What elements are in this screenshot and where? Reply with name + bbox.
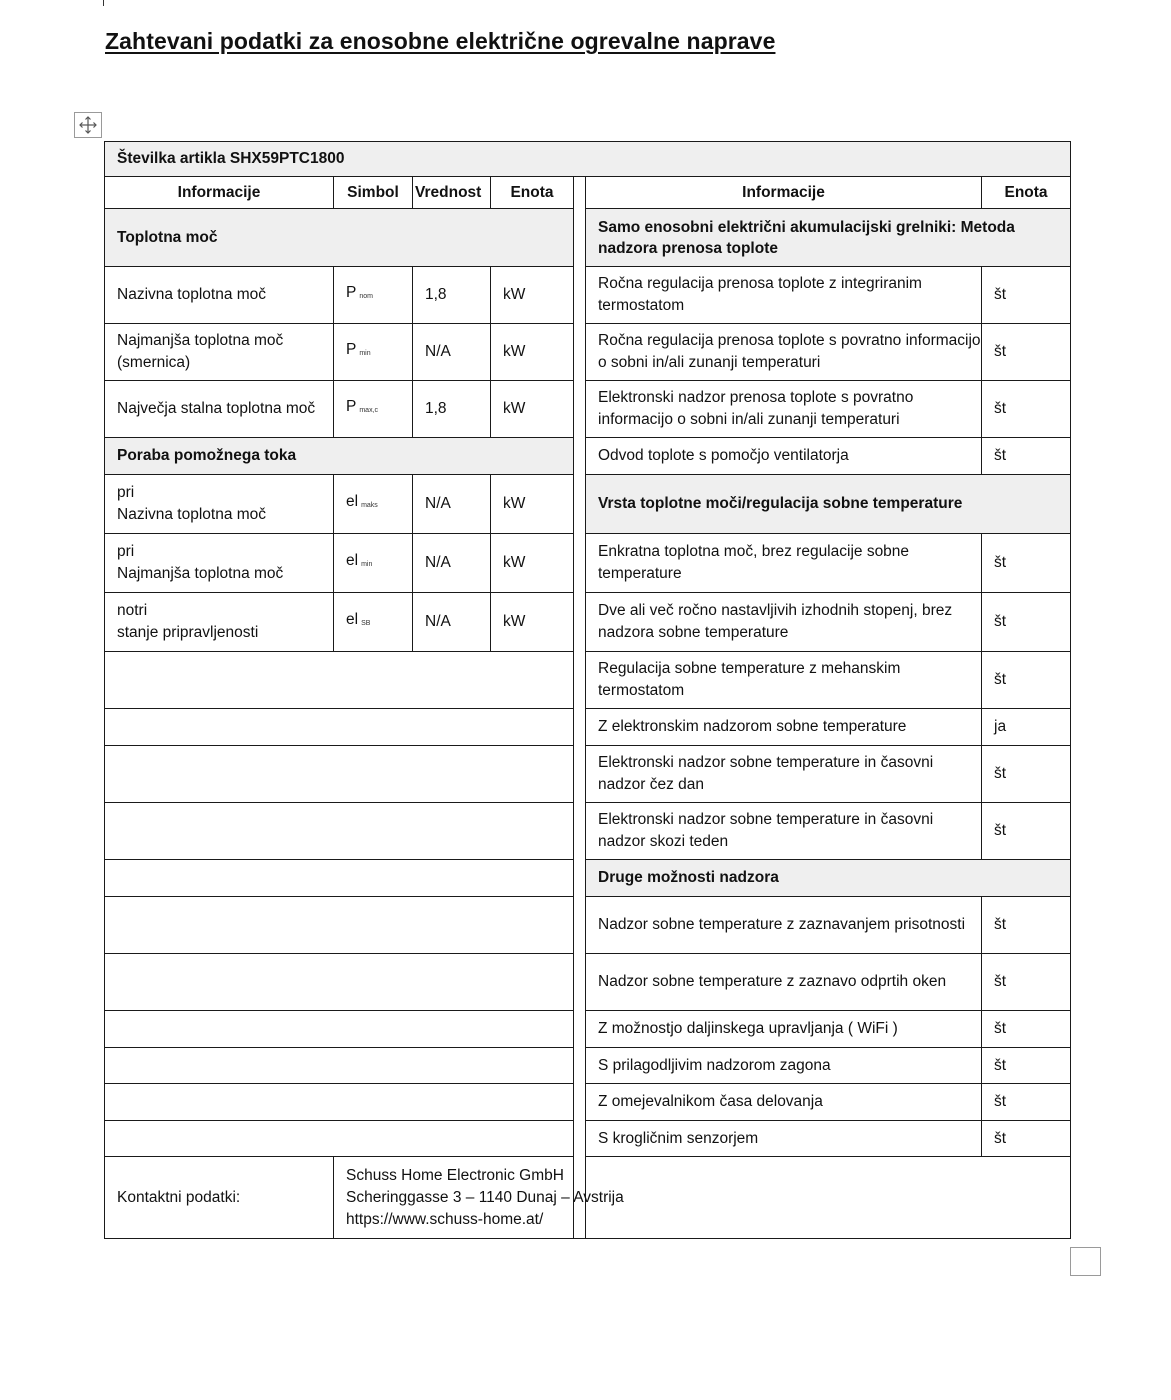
right-row-label: Odvod toplote s pomočjo ventilatorja — [586, 438, 982, 475]
article-number: Številka artikla SHX59PTC1800 — [105, 142, 1071, 177]
empty-cell — [105, 860, 574, 897]
empty-cell — [105, 897, 574, 954]
row-unit: kW — [491, 324, 574, 381]
section-storage-control: Samo enosobni električni akumulacijski grelniki: Metoda nadzora prenosa toplote — [586, 209, 1071, 267]
column-header-row — [105, 177, 1071, 209]
contact-company: Schuss Home Electronic GmbH — [346, 1166, 564, 1184]
row-value: N/A — [413, 593, 491, 652]
table-row — [105, 534, 1071, 593]
right-row-label: Ročna regulacija prenosa toplote z integriranim termostatom — [586, 267, 982, 324]
article-row — [105, 142, 1071, 177]
table-row — [105, 475, 1071, 534]
right-row-label: Nadzor sobne temperature z zaznavanjem prisotnosti — [586, 897, 982, 954]
page-title: Zahtevani podatki za enosobne električne ogrevalne naprave — [105, 28, 776, 54]
right-row-label: Elektronski nadzor prenosa toplote s povratno informacijo o sobni in/ali zunanji temperaturi — [586, 381, 982, 438]
contact-details — [334, 1157, 1071, 1239]
row-value: N/A — [413, 475, 491, 534]
right-row-unit: št — [982, 1048, 1071, 1084]
row-value: 1,8 — [413, 381, 491, 438]
right-row-unit: št — [982, 803, 1071, 860]
right-row-label: Enkratna toplotna moč, brez regulacije sobne temperature — [586, 534, 982, 593]
row-symbol: P nom — [334, 267, 413, 324]
empty-cell — [105, 1011, 574, 1048]
empty-cell — [105, 1084, 574, 1121]
row-value: N/A — [413, 534, 491, 593]
row-unit: kW — [491, 534, 574, 593]
right-row-unit: št — [982, 438, 1071, 475]
right-row-unit: št — [982, 381, 1071, 438]
right-row-unit: št — [982, 746, 1071, 803]
right-row-unit: št — [982, 534, 1071, 593]
table-row — [105, 209, 1071, 267]
table-resize-handle[interactable] — [1070, 1247, 1101, 1276]
section-heat-output: Toplotna moč — [105, 209, 574, 267]
row-label: notri stanje pripravljenosti — [105, 593, 334, 652]
right-row-unit: ja — [982, 709, 1071, 746]
data-sheet-table — [104, 141, 1071, 1239]
right-row-label: Ročna regulacija prenosa toplote s povratno informacijo o sobni in/ali zunanji temperaturi — [586, 324, 982, 381]
right-row-unit: št — [982, 652, 1071, 709]
row-label: Največja stalna toplotna moč — [105, 381, 334, 438]
right-row-label: Dve ali več ročno nastavljivih izhodnih stopenj, brez nadzora sobne temperature — [586, 593, 982, 652]
row-value: N/A — [413, 324, 491, 381]
table-row — [105, 860, 1071, 897]
empty-cell — [105, 709, 574, 746]
right-row-label: S prilagodljivim nadzorom zagona — [586, 1048, 982, 1084]
table-row — [105, 593, 1071, 652]
row-label: pri Najmanjša toplotna moč — [105, 534, 334, 593]
empty-cell — [105, 1048, 574, 1084]
right-row-label: Nadzor sobne temperature z zaznavo odprtih oken — [586, 954, 982, 1011]
empty-cell — [105, 652, 574, 709]
col-unit-right: Enota — [982, 177, 1071, 209]
table-row — [105, 267, 1071, 324]
col-symbol: Simbol — [334, 177, 413, 209]
right-row-unit: št — [982, 593, 1071, 652]
row-label: pri Nazivna toplotna moč — [105, 475, 334, 534]
row-symbol: P max,c — [334, 381, 413, 438]
col-unit-left: Enota — [491, 177, 574, 209]
contact-label: Kontaktni podatki: — [105, 1157, 334, 1239]
empty-cell — [105, 954, 574, 1011]
row-value: 1,8 — [413, 267, 491, 324]
contact-row — [105, 1157, 1071, 1239]
table-row — [105, 746, 1071, 803]
table-row — [105, 709, 1071, 746]
right-row-label: S krogličnim senzorjem — [586, 1121, 982, 1157]
move-arrows-icon — [78, 115, 98, 135]
right-row-label: Z elektronskim nadzorom sobne temperature — [586, 709, 982, 746]
row-unit: kW — [491, 593, 574, 652]
row-unit: kW — [491, 267, 574, 324]
right-row-label: Z možnostjo daljinskega upravljanja ( WiFi ) — [586, 1011, 982, 1048]
row-symbol: el SB — [334, 593, 413, 652]
right-row-unit: št — [982, 897, 1071, 954]
section-other-controls: Druge možnosti nadzora — [586, 860, 1071, 897]
col-info-right: Informacije — [586, 177, 982, 209]
right-row-unit: št — [982, 1011, 1071, 1048]
table-row — [105, 438, 1071, 475]
right-row-label: Elektronski nadzor sobne temperature in časovni nadzor čez dan — [586, 746, 982, 803]
right-row-unit: št — [982, 1121, 1071, 1157]
section-heat-type: Vrsta toplotne moči/regulacija sobne temperature — [586, 475, 1071, 534]
row-symbol: el min — [334, 534, 413, 593]
col-info-left: Informacije — [105, 177, 334, 209]
table-row — [105, 1048, 1071, 1084]
row-unit: kW — [491, 475, 574, 534]
table-row — [105, 954, 1071, 1011]
right-row-unit: št — [982, 267, 1071, 324]
col-value: Vrednost — [413, 177, 491, 209]
row-symbol: el maks — [334, 475, 413, 534]
table-row — [105, 1011, 1071, 1048]
table-row — [105, 897, 1071, 954]
right-row-label: Z omejevalnikom časa delovanja — [586, 1084, 982, 1121]
right-row-unit: št — [982, 324, 1071, 381]
empty-cell — [105, 746, 574, 803]
contact-address: Scheringgasse 3 – 1140 Dunaj – Avstrija — [346, 1188, 624, 1206]
table-row — [105, 381, 1071, 438]
table-row — [105, 652, 1071, 709]
table-row — [105, 1121, 1071, 1157]
row-unit: kW — [491, 381, 574, 438]
right-row-unit: št — [982, 1084, 1071, 1121]
table-row — [105, 324, 1071, 381]
page-edge-tick — [103, 0, 104, 6]
right-row-label: Elektronski nadzor sobne temperature in časovni nadzor skozi teden — [586, 803, 982, 860]
row-label: Najmanjša toplotna moč (smernica) — [105, 324, 334, 381]
empty-cell — [105, 803, 574, 860]
table-row — [105, 803, 1071, 860]
empty-cell — [105, 1121, 574, 1157]
column-gap — [574, 177, 586, 1239]
section-aux-consumption: Poraba pomožnega toka — [105, 438, 574, 475]
row-label: Nazivna toplotna moč — [105, 267, 334, 324]
table-row — [105, 1084, 1071, 1121]
table-move-handle[interactable] — [74, 112, 102, 138]
row-symbol: P min — [334, 324, 413, 381]
right-row-label: Regulacija sobne temperature z mehanskim termostatom — [586, 652, 982, 709]
right-row-unit: št — [982, 954, 1071, 1011]
contact-web: https://www.schuss-home.at/ — [346, 1210, 544, 1228]
